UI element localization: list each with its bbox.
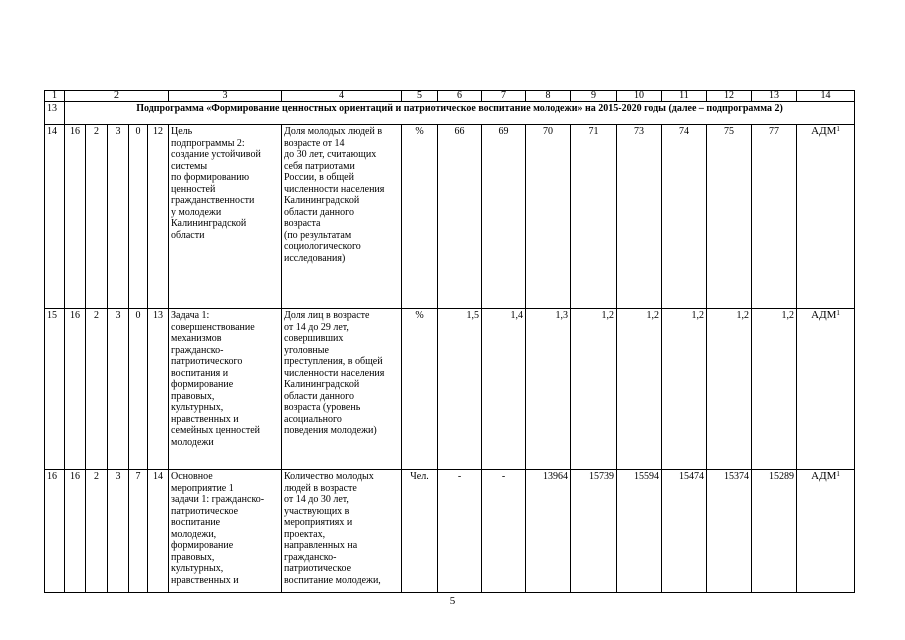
- footnote-mark: 1: [836, 309, 840, 317]
- code-cell: 16: [65, 309, 86, 470]
- footnote-mark: 1: [836, 125, 840, 133]
- subprogram-row: [45, 102, 855, 125]
- column-number-row: [45, 91, 855, 102]
- row-number: 16: [45, 470, 65, 593]
- value-cell: 74: [662, 125, 707, 309]
- code-cell: 0: [129, 125, 148, 309]
- table-row: [45, 125, 855, 309]
- value-cell: 1,3: [526, 309, 571, 470]
- col-header: 14: [797, 91, 855, 102]
- col-header: 3: [169, 91, 282, 102]
- code-cell: 16: [65, 470, 86, 593]
- value-cell: 1,5: [438, 309, 482, 470]
- col-header: 2: [65, 91, 169, 102]
- responsible-cell: [797, 309, 855, 470]
- value-cell: -: [438, 470, 482, 593]
- goal-cell: Задача 1: совершенствование механизмов гражданско- патриотического воспитания и формирование правовых, культурных, нравственных и семейных ценностей молодежи: [169, 309, 282, 470]
- value-cell: 69: [482, 125, 526, 309]
- col-header: 10: [617, 91, 662, 102]
- indicator-cell: Количество молодых людей в возрасте от 14 до 30 лет, участвующих в мероприятиях и проектах, направленных на гражданско- патриотическое воспитание молодежи,: [282, 470, 402, 593]
- value-cell: 77: [752, 125, 797, 309]
- code-cell: 3: [108, 309, 129, 470]
- unit-cell: %: [402, 125, 438, 309]
- col-header: 1: [45, 91, 65, 102]
- value-cell: 1,2: [617, 309, 662, 470]
- code-cell: 3: [108, 470, 129, 593]
- responsible-cell: [797, 125, 855, 309]
- responsible-cell: [797, 470, 855, 593]
- value-cell: 75: [707, 125, 752, 309]
- row-number: 13: [45, 102, 65, 125]
- col-header: 7: [482, 91, 526, 102]
- col-header: 8: [526, 91, 571, 102]
- code-cell: 12: [148, 125, 169, 309]
- indicator-cell: Доля лиц в возрасте от 14 до 29 лет, совершивших уголовные преступления, в общей численности населения Калининградской области данного возраста (уровень асоциального поведения молодежи): [282, 309, 402, 470]
- value-cell: 1,2: [752, 309, 797, 470]
- row-number: 15: [45, 309, 65, 470]
- col-header: 4: [282, 91, 402, 102]
- value-cell: 1,4: [482, 309, 526, 470]
- subprogram-title: Подпрограмма «Формирование ценностных ориентаций и патриотическое воспитание молодежи» на 2015-2020 годы (далее – подпрограмма 2): [65, 102, 855, 125]
- code-cell: 7: [129, 470, 148, 593]
- col-header: 12: [707, 91, 752, 102]
- code-cell: 13: [148, 309, 169, 470]
- value-cell: 1,2: [571, 309, 617, 470]
- page-number: 5: [449, 595, 456, 607]
- code-cell: 0: [129, 309, 148, 470]
- code-cell: 2: [86, 309, 108, 470]
- value-cell: 1,2: [707, 309, 752, 470]
- col-header: 11: [662, 91, 707, 102]
- indicator-table: [44, 90, 855, 593]
- col-header: 13: [752, 91, 797, 102]
- value-cell: 15474: [662, 470, 707, 593]
- code-cell: 3: [108, 125, 129, 309]
- col-header: 5: [402, 91, 438, 102]
- goal-cell: Цель подпрограммы 2: создание устойчивой системы по формированию ценностей гражданственности у молодежи Калининградской области: [169, 125, 282, 309]
- responsible-label: АДМ: [811, 470, 837, 482]
- responsible-label: АДМ: [811, 125, 837, 137]
- code-cell: 14: [148, 470, 169, 593]
- goal-cell: Основное мероприятие 1 задачи 1: гражданско- патриотическое воспитание молодежи, формирование правовых, культурных, нравственных и: [169, 470, 282, 593]
- row-number: 14: [45, 125, 65, 309]
- code-cell: 2: [86, 470, 108, 593]
- value-cell: 15289: [752, 470, 797, 593]
- value-cell: 15739: [571, 470, 617, 593]
- code-cell: 2: [86, 125, 108, 309]
- value-cell: 66: [438, 125, 482, 309]
- responsible-label: АДМ: [811, 309, 837, 321]
- value-cell: 13964: [526, 470, 571, 593]
- col-header: 6: [438, 91, 482, 102]
- value-cell: 73: [617, 125, 662, 309]
- value-cell: -: [482, 470, 526, 593]
- footnote-mark: 1: [836, 470, 840, 478]
- value-cell: 15594: [617, 470, 662, 593]
- table-row: [45, 470, 855, 593]
- unit-cell: Чел.: [402, 470, 438, 593]
- code-cell: 16: [65, 125, 86, 309]
- unit-cell: %: [402, 309, 438, 470]
- value-cell: 70: [526, 125, 571, 309]
- value-cell: 1,2: [662, 309, 707, 470]
- value-cell: 71: [571, 125, 617, 309]
- col-header: 9: [571, 91, 617, 102]
- indicator-cell: Доля молодых людей в возрасте от 14 до 30 лет, считающих себя патриотами России, в общей численности населения Калининградской области данного возраста (по результатам социологического исследования): [282, 125, 402, 309]
- table-row: [45, 309, 855, 470]
- value-cell: 15374: [707, 470, 752, 593]
